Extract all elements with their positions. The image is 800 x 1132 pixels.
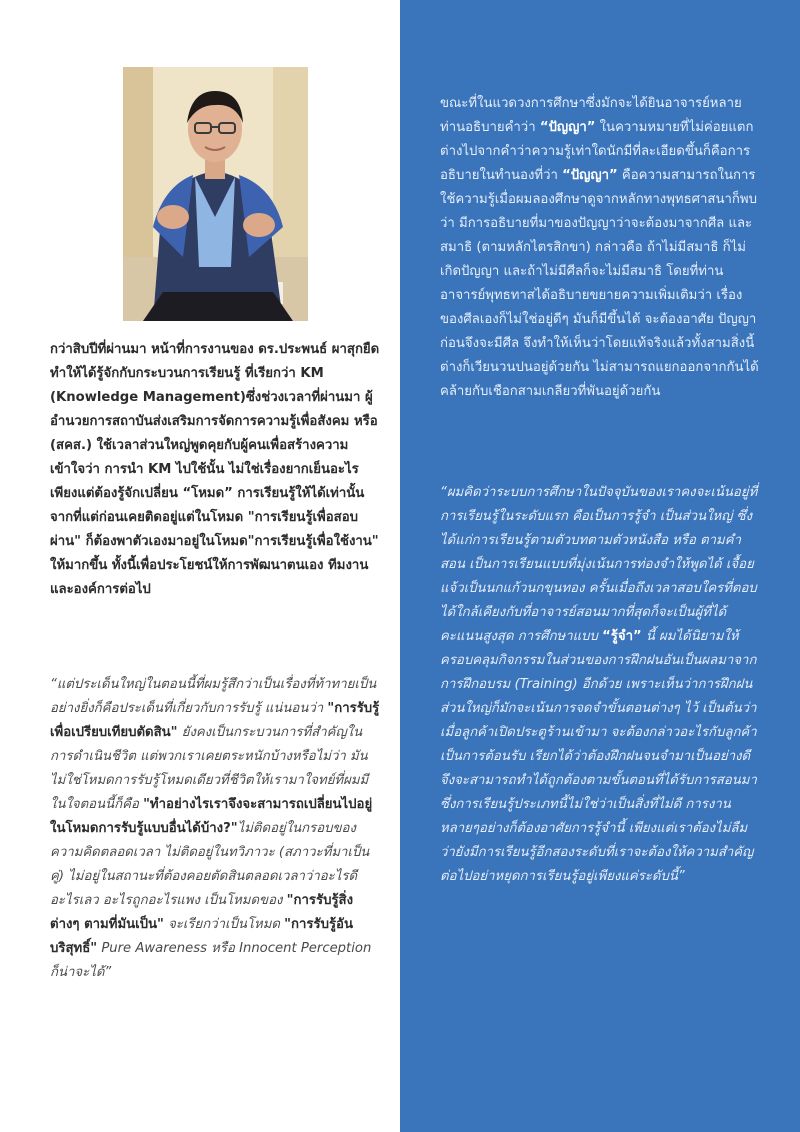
intro-text-2: การเรียนรู้ให้ได้เท่านั้น จากที่แต่ก่อนเคยติดอยู่แต่ในโหมด "การเรียนรู้เพื่อสอบผ่าน" ก็ต้องพาตัวเองมาอยู่ในโหมด"การเรียนรู้เพื่อใช้งาน" ให้มากขึ้น ทั้งนี้เพื่อประโยชน์ให้การพัฒนาตนเอง ทีมงาน และองค์การต่อไป bbox=[50, 486, 379, 597]
left-quote bbox=[50, 673, 380, 985]
right-quote-text-2: นี้ ผมได้นิยามให้ครอบคลุมกิจกรรมในส่วนของการฝึกฝนอันเป็นผลมาจากการฝึกอบรม (Training) อีกด้วย เพราะเห็นว่าการฝึกฝนส่วนใหญ่ก็มักจะเน้นการจดจำขั้นตอนต่างๆ ไว้ เป็นต้นว่า เมื่อลูกค้าเปิดประตูร้านเข้ามา จะต้องกล่าวอะไรกับลูกค้าเป็นการต้อนรับ เรียกได้ว่าต้องฝึกฝนจนจำมาเป็นอย่างดีจึงจะสามารถทำได้ถูกต้องตามขั้นตอนที่ได้รับการสอนมา ซึ่งการเรียนรู้ประเภทนี้ไม่ใช่ว่าเป็นสิ่งที่ไม่ดี การงานหลายๆอย่างก็ต้องอาศัยการรู้จำนี้ เพียงแต่เราต้องไม่ลืมว่ายังมีการเรียนรู้อีกสองระดับที่เราจะต้องให้ความสำคัญต่อไปอย่าหยุดการเรียนรู้อยู่เพียงแค่ระดับนี้” bbox=[440, 629, 757, 884]
left-quote-bold-4: "การรับรู้อันบริสุทธิ์" bbox=[50, 917, 353, 956]
intro-term-mode: “โหมด” bbox=[182, 486, 233, 501]
right-para-term-1: “ปัญญา” bbox=[539, 120, 596, 135]
right-quote bbox=[440, 481, 760, 889]
right-para-term-2: “ปัญญา” bbox=[562, 168, 618, 183]
left-quote-bold-2: "ทำอย่างไรเราจึงจะสามารถเปลี่ยนไปอยู่ในโหมดการรับรู้แบบอื่นได้บ้าง?" bbox=[50, 797, 373, 836]
portrait-photo bbox=[123, 67, 308, 321]
left-quote-bold-3: "การรับรู้สิ่งต่างๆ ตามที่มันเป็น" bbox=[50, 893, 354, 932]
left-quote-text-1: “แต่ประเด็นใหญ่ในตอนนี้ที่ผมรู้สึกว่าเป็นเรื่องที่ท้าทายเป็นอย่างยิ่งก็คือประเด็นที่เกี่ยวกับการรับรู้ แน่นอนว่า bbox=[50, 677, 377, 716]
right-quote-term-1: “รู้จำ” bbox=[602, 629, 642, 644]
right-quote-text-1: “ผมคิดว่าระบบการศึกษาในปัจจุบันของเราคงจะเน้นอยู่ที่การเรียนรู้ในระดับแรก คือเป็นการรู้จำ เป็นส่วนใหญ่ ซึ่งได้แก่การเรียนรู้ตามตัวบทตามตัวหนังสือ หรือ ตามคำสอน เป็นการเรียนแบบที่มุ่งเน้นการท่องจำให้พูดได้ เจื้อยแจ้วเป็นนกแก้วนกขุนทอง ครั้นเมื่อถึงเวลาสอบใครที่ตอบได้ใกล้เคียงกับที่อาจารย์สอนมากที่สุดก็จะเป็นผู้ที่ได้คะแนนสูงสุด การศึกษาแบบ bbox=[440, 485, 758, 644]
right-para-text-2: ในความหมายที่ไม่ค่อยแตกต่างไปจากคำว่าความรู้เท่าใดนักมีที่ละเอียดขึ้นก็คือการอธิบายในทำนองที่ว่า bbox=[440, 120, 754, 183]
right-paragraph bbox=[440, 92, 760, 404]
intro-text-1: กว่าสิบปีที่ผ่านมา หน้าที่การงานของ ดร.ประพนธ์ ผาสุกยืด ทำให้ได้รู้จักกับกระบวนการเรียนรู้ ที่เรียกว่า KM (Knowledge Management)ซึ่งช่วงเวลาที่ผ่านมา ผู้อำนวยการสถาบันส่งเสริมการจัดการความรู้เพื่อสังคม หรือ (สคส.) ใช้เวลาส่วนใหญ่พูดคุยกับผู้คนเพื่อสร้างความเข้าใจว่า การนำ KM ไปใช้นั้น ไม่ใช่เรื่องยากเย็นอะไร เพียงแต่ต้องรู้จักเปลี่ยน bbox=[50, 342, 380, 501]
left-quote-text-4: จะเรียกว่าเป็นโหมด bbox=[163, 917, 285, 932]
intro-paragraph bbox=[50, 338, 380, 602]
portrait-photo-image bbox=[123, 67, 308, 321]
left-quote-text-3: ไม่ติดอยู่ในกรอบของความคิดตลอดเวลา ไม่ติดอยู่ในทวิภาวะ (สภาวะที่มาเป็นคู่) ไม่อยู่ในสถานะที่ต้องคอยตัดสินตลอดเวลาว่าอะไรดีอะไรเลว อะไรถูกอะไรแพง เป็นโหมดของ bbox=[50, 821, 370, 908]
left-quote-text-2: ยังคงเป็นกระบวนการที่สำคัญในการดำเนินชีวิต แต่พวกเราเคยตระหนักบ้างหรือไม่ว่า มันไม่ใช่โหมดการรับรู้โหมดเดียวที่ชีวิตให้เรามาใจทย์ที่ผมมีในใจตอนนี้ก็คือ bbox=[50, 725, 369, 812]
left-quote-text-5: Pure Awareness หรือ Innocent Perception ก็น่าจะได้” bbox=[50, 941, 372, 980]
right-para-text-3: คือความสามารถในการใช้ความรู้เมื่อผมลองศึกษาดูจากหลักทางพุทธศาสนาก็พบว่า มีการอธิบายที่มาของปัญญาว่าจะต้องมาจากศีล และสมาธิ (ตามหลักไตรสิกขา) กล่าวคือ ถ้าไม่มีสมาธิ ก็ไม่เกิดปัญญา และถ้าไม่มีศีลก็จะไม่มีสมาธิ โดยที่ท่านอาจารย์พุทธทาสได้อธิบายขยายความเพิ่มเติมว่า เรื่องของศีลเองก็ไม่ใช่อยู่ดีๆ มันก็มีขึ้นได้ จะต้องอาศัย ปัญญาก่อนจึงจะมีศีล จึงทำให้เห็นว่าโดยแท้จริงแล้วทั้งสามสิ่งนี้ ต่างก็เวียนวนปนอยู่ด้วยกัน ไม่สามารถแยกออกจากกันได้ คล้ายกับเชือกสามเกลียวที่พันอยู่ด้วยกัน bbox=[440, 168, 759, 399]
right-para-text-1: ขณะที่ในแวดวงการศึกษาซึ่งมักจะได้ยินอาจารย์หลายท่านอธิบายคำว่า bbox=[440, 96, 742, 135]
left-quote-bold-1: "การรับรู้เพื่อเปรียบเทียบตัดสิน" bbox=[50, 701, 380, 740]
